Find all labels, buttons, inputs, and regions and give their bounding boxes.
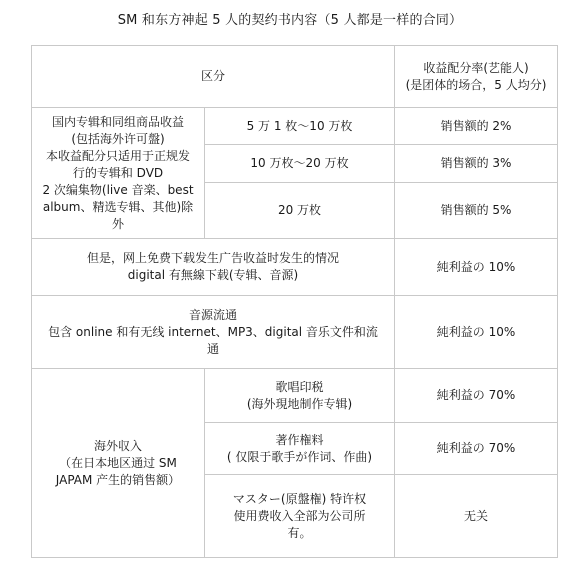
table-row bbox=[32, 369, 558, 423]
streaming-rate: 純利益の 10% bbox=[395, 296, 558, 369]
domestic-rate: 销售额的 3% bbox=[395, 145, 558, 183]
overseas-rate: 純利益の 70% bbox=[395, 369, 558, 423]
header-category: 区分 bbox=[32, 46, 395, 108]
contract-table bbox=[31, 45, 558, 558]
domestic-label: 国内专辑和同组商品收益 (包括海外许可盤) 本收益配分只适用于正规发 行的专辑和 DVD 2 次编集物(live 音楽、best album、精选专辑、其他)除外 bbox=[32, 108, 205, 239]
domestic-range: 5 万 1 枚～10 万枚 bbox=[205, 108, 395, 145]
overseas-item: 歌唱印税 (海外現地制作专辑) bbox=[205, 369, 395, 423]
domestic-rate: 销售额的 5% bbox=[395, 183, 558, 239]
overseas-item: マスター(原盤権) 特许权 使用费收入全部为公司所 有。 bbox=[205, 475, 395, 558]
table-row bbox=[32, 108, 558, 145]
domestic-range: 10 万枚～20 万枚 bbox=[205, 145, 395, 183]
streaming-label: 音源流通 包含 online 和有无线 internet、MP3、digital 音乐文件和流 通 bbox=[32, 296, 395, 369]
overseas-item: 著作権料 ( 仅限于歌手が作词、作曲) bbox=[205, 423, 395, 475]
overseas-label: 海外収入 （在日本地区通过 SM JAPAM 产生的销售额） bbox=[32, 369, 205, 558]
table-row bbox=[32, 239, 558, 296]
header-row bbox=[32, 46, 558, 108]
document-title: SM 和东方神起 5 人的契约书内容（5 人都是一样的合同） bbox=[117, 13, 463, 28]
domestic-range: 20 万枚 bbox=[205, 183, 395, 239]
overseas-rate: 无关 bbox=[395, 475, 558, 558]
table-row bbox=[32, 296, 558, 369]
download-label: 但是，网上免费下载发生广告收益时发生的情况 digital 有無線下载(专辑、音源) bbox=[32, 239, 395, 296]
domestic-rate: 销售额的 2% bbox=[395, 108, 558, 145]
header-rate: 收益配分率(艺能人) (是团体的场合，5 人均分) bbox=[395, 46, 558, 108]
overseas-rate: 純利益の 70% bbox=[395, 423, 558, 475]
download-rate: 純利益の 10% bbox=[395, 239, 558, 296]
